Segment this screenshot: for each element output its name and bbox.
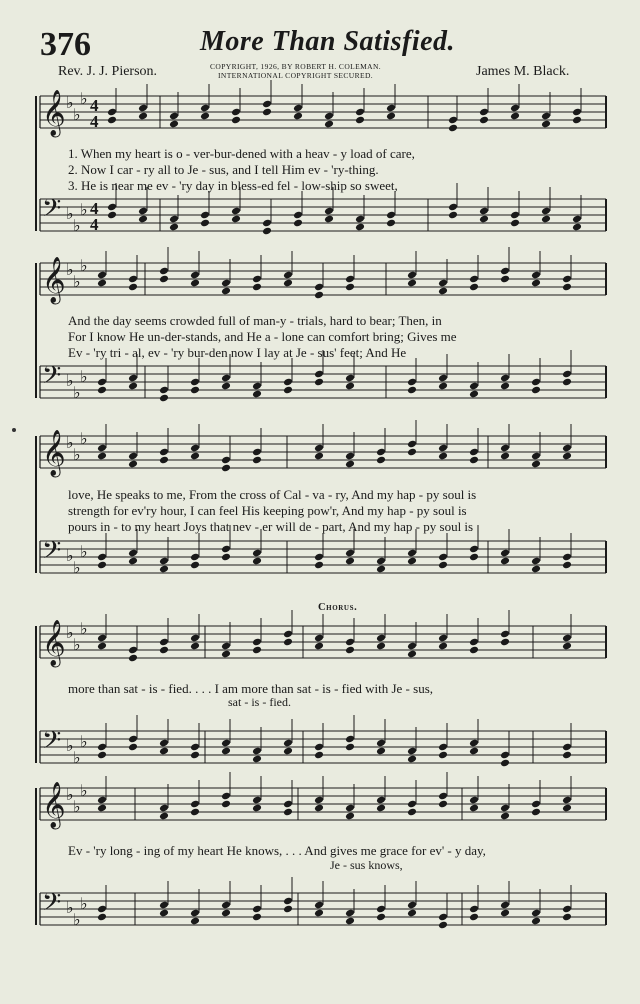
lyric-verse-1: 1. When my heart is o - ver-bur-dened with a heav - y load of care, (68, 146, 415, 161)
notehead (252, 913, 262, 922)
notehead (531, 386, 541, 395)
lyric-verse-3: Ev - 'ry tri - al, ev - 'ry bur-den now I lay at Je - sus' feet; And He (68, 345, 407, 360)
notehead (407, 557, 417, 566)
notehead (252, 646, 262, 655)
notehead (345, 283, 355, 292)
notehead (221, 287, 231, 296)
flat-icon: ♭ (66, 623, 74, 642)
flat-icon: ♭ (73, 748, 81, 767)
notehead (159, 275, 169, 284)
notehead (345, 460, 355, 469)
notehead (510, 112, 520, 121)
alto-lyric: Je - sus knows, (330, 858, 403, 872)
notehead (221, 553, 231, 562)
hymn-composer: James M. Black. (476, 64, 570, 79)
notehead (252, 804, 262, 813)
notehead (500, 452, 510, 461)
notehead (128, 557, 138, 566)
notehead (190, 808, 200, 817)
notehead (438, 452, 448, 461)
notehead (562, 642, 572, 651)
notehead (97, 804, 107, 813)
notehead (448, 124, 458, 133)
flat-icon: ♭ (73, 797, 81, 816)
bass-clef-icon: 𝄢 (42, 888, 62, 923)
notehead (479, 116, 489, 125)
notehead (221, 909, 231, 918)
notehead (314, 378, 324, 387)
lyric-verse-2: For I know He un-der-stands, and He a - lone can comfort bring; Gives me (68, 329, 457, 344)
notehead (376, 804, 386, 813)
notehead (438, 751, 448, 760)
notehead (252, 755, 262, 764)
notehead (231, 215, 241, 224)
treble-clef-icon: 𝄞 (42, 90, 66, 136)
notehead (231, 116, 241, 125)
notehead (97, 642, 107, 651)
notehead (252, 456, 262, 465)
notehead (252, 557, 262, 566)
notehead (200, 219, 210, 228)
flat-icon: ♭ (66, 898, 74, 917)
hymn-author: Rev. J. J. Pierson. (58, 64, 158, 79)
bass-clef-icon: 𝄢 (42, 194, 62, 229)
notehead (572, 223, 582, 232)
notehead (138, 215, 148, 224)
lyric-chorus: Ev - 'ry long - ing of my heart He knows, . . . And gives me grace for ev' - y day, (68, 843, 486, 858)
notehead (221, 650, 231, 659)
notehead (500, 759, 510, 768)
notehead (562, 283, 572, 292)
flat-icon: ♭ (66, 260, 74, 279)
notehead (531, 460, 541, 469)
notehead (169, 223, 179, 232)
notehead (500, 638, 510, 647)
notehead (252, 390, 262, 399)
notehead (314, 642, 324, 651)
notehead (345, 743, 355, 752)
flat-icon: ♭ (66, 371, 74, 390)
notehead (283, 747, 293, 756)
notehead (469, 913, 479, 922)
notehead (107, 116, 117, 125)
notehead (190, 561, 200, 570)
notehead (448, 211, 458, 220)
notehead (159, 909, 169, 918)
notehead (376, 565, 386, 574)
notehead (221, 747, 231, 756)
notehead (314, 909, 324, 918)
treble-clef-icon: 𝄞 (42, 430, 66, 476)
flat-icon: ♭ (66, 433, 74, 452)
lyric-verse-3: 3. He is near me ev - 'ry day in bless-ed fel - low-ship so sweet, (68, 178, 398, 193)
notehead (190, 917, 200, 926)
system-4-lyrics (68, 681, 608, 697)
chorus-label: Chorus. (318, 602, 358, 613)
flat-icon: ♭ (66, 785, 74, 804)
notehead (531, 808, 541, 817)
notehead (407, 386, 417, 395)
notehead (293, 219, 303, 228)
notehead (345, 917, 355, 926)
flat-icon: ♭ (80, 256, 88, 275)
notehead (500, 275, 510, 284)
time-signature: 4 (90, 199, 99, 218)
flat-icon: ♭ (73, 272, 81, 291)
notehead (97, 751, 107, 760)
flat-icon: ♭ (66, 93, 74, 112)
notehead (407, 448, 417, 457)
notehead (128, 654, 138, 663)
notehead (221, 800, 231, 809)
notehead (293, 112, 303, 121)
bass-clef-icon: 𝄢 (42, 726, 62, 761)
flat-icon: ♭ (80, 367, 88, 386)
notehead (438, 382, 448, 391)
notehead (252, 283, 262, 292)
notehead (500, 382, 510, 391)
notehead (469, 390, 479, 399)
notehead (572, 116, 582, 125)
flat-icon: ♭ (73, 445, 81, 464)
notehead (159, 565, 169, 574)
notehead (283, 386, 293, 395)
notehead (562, 561, 572, 570)
notehead (283, 279, 293, 288)
notehead (190, 279, 200, 288)
notehead (283, 808, 293, 817)
notehead (562, 913, 572, 922)
notehead (407, 755, 417, 764)
lyric-verse-1: And the day seems crowded full of man-y - trials, hard to bear; Then, in (68, 313, 442, 328)
notehead (138, 112, 148, 121)
notehead (469, 646, 479, 655)
notehead (169, 120, 179, 129)
copyright-line: COPYRIGHT, 1926, BY ROBERT H. COLEMAN. (210, 62, 382, 71)
notehead (376, 642, 386, 651)
alto-lyric: sat - is - fied. (228, 695, 291, 709)
notehead (562, 804, 572, 813)
notehead (314, 561, 324, 570)
notehead (283, 638, 293, 647)
notehead (376, 913, 386, 922)
system-1-lyrics (68, 146, 608, 194)
notehead (324, 120, 334, 129)
notehead (345, 382, 355, 391)
notehead (314, 452, 324, 461)
flat-icon: ♭ (80, 619, 88, 638)
notehead (190, 386, 200, 395)
notehead (97, 279, 107, 288)
flat-icon: ♭ (73, 105, 81, 124)
notehead (324, 215, 334, 224)
system-5-lyrics (68, 843, 608, 859)
treble-clef-icon: 𝄞 (42, 620, 66, 666)
bass-clef-icon: 𝄢 (42, 361, 62, 396)
flat-icon: ♭ (80, 429, 88, 448)
notehead (159, 812, 169, 821)
notehead (438, 921, 448, 930)
flat-icon: ♭ (66, 736, 74, 755)
notehead (107, 211, 117, 220)
notehead (541, 215, 551, 224)
notehead (159, 456, 169, 465)
notehead (314, 804, 324, 813)
notehead (159, 394, 169, 403)
lyric-verse-2: strength for ev'ry hour, I can feel His keeping pow'r, And my hap - py soul is (68, 503, 467, 518)
notehead (159, 646, 169, 655)
notehead (531, 279, 541, 288)
flat-icon: ♭ (80, 781, 88, 800)
flat-icon: ♭ (80, 200, 88, 219)
flat-icon: ♭ (80, 894, 88, 913)
notehead (510, 219, 520, 228)
notehead (128, 382, 138, 391)
flat-icon: ♭ (66, 546, 74, 565)
notehead (200, 112, 210, 121)
notehead (438, 642, 448, 651)
notehead (190, 452, 200, 461)
notehead (221, 464, 231, 473)
lyric-chorus: more than sat - is - fied. . . . I am more than sat - is - fied with Je - sus, (68, 681, 433, 696)
notehead (128, 283, 138, 292)
notehead (500, 909, 510, 918)
notehead (438, 800, 448, 809)
notehead (97, 386, 107, 395)
notehead (438, 561, 448, 570)
notehead (541, 120, 551, 129)
notehead (407, 650, 417, 659)
notehead (407, 808, 417, 817)
flat-icon: ♭ (80, 89, 88, 108)
notehead (128, 743, 138, 752)
notehead (262, 108, 272, 117)
notehead (262, 227, 272, 236)
notehead (562, 378, 572, 387)
notehead (386, 219, 396, 228)
notehead (355, 223, 365, 232)
flat-icon: ♭ (73, 216, 81, 235)
notehead (469, 456, 479, 465)
notehead (159, 747, 169, 756)
notehead (407, 909, 417, 918)
notehead (469, 553, 479, 562)
notehead (407, 279, 417, 288)
hymn-title: More Than Satisfied. (200, 26, 456, 57)
notehead (190, 751, 200, 760)
time-signature: 4 (90, 215, 99, 234)
notehead (345, 646, 355, 655)
flat-icon: ♭ (73, 558, 81, 577)
notehead (190, 642, 200, 651)
notehead (97, 452, 107, 461)
notehead (500, 557, 510, 566)
notehead (386, 112, 396, 121)
notehead (500, 812, 510, 821)
bass-clef-icon: 𝄢 (42, 536, 62, 571)
flat-icon: ♭ (80, 732, 88, 751)
notehead (376, 456, 386, 465)
notehead (376, 747, 386, 756)
notehead (531, 565, 541, 574)
system-3-lyrics (68, 487, 608, 535)
notehead (469, 747, 479, 756)
notehead (314, 751, 324, 760)
treble-clef-icon: 𝄞 (42, 257, 66, 303)
lyric-verse-1: love, He speaks to me, From the cross of Cal - va - ry, And my hap - py soul is (68, 487, 477, 502)
copyright-line: INTERNATIONAL COPYRIGHT SECURED. (217, 71, 374, 80)
notehead (283, 905, 293, 914)
system-2-lyrics (68, 313, 608, 361)
notehead (469, 283, 479, 292)
notehead (479, 215, 489, 224)
hymn-number: 376 (40, 26, 91, 63)
notehead (314, 291, 324, 300)
lyric-verse-3: pours in - to my heart Joys that nev - er will de - part, And my hap - py soul is (68, 519, 474, 534)
flat-icon: ♭ (73, 910, 81, 929)
notehead (97, 913, 107, 922)
time-signature: 4 (90, 96, 99, 115)
notehead (97, 561, 107, 570)
notehead (128, 460, 138, 469)
flat-icon: ♭ (66, 204, 74, 223)
treble-clef-icon: 𝄞 (42, 782, 66, 828)
notehead (438, 287, 448, 296)
notehead (355, 116, 365, 125)
notehead (531, 917, 541, 926)
time-signature: 4 (90, 112, 99, 131)
flat-icon: ♭ (73, 635, 81, 654)
flat-icon: ♭ (73, 383, 81, 402)
notehead (221, 382, 231, 391)
notehead (562, 751, 572, 760)
lyric-verse-2: 2. Now I car - ry all to Je - sus, and I tell Him ev - 'ry-thing. (68, 162, 379, 177)
flat-icon: ♭ (80, 542, 88, 561)
notehead (345, 812, 355, 821)
notehead (562, 452, 572, 461)
notehead (469, 804, 479, 813)
notehead (345, 557, 355, 566)
